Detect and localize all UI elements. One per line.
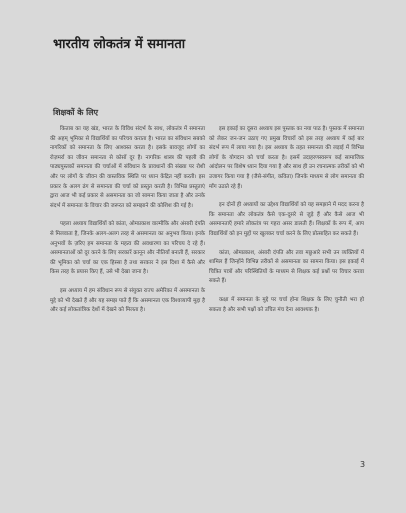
paragraph: कक्षा में समानता के मुद्दे पर चर्चा होना शिक्षक के लिए चुनौती भरा हो सकता है और सभी पक्षों को उचित मंच देना आवश्यक है। [209, 296, 364, 313]
paragraph: इस अध्याय में हम संविधान रूप से संयुक्त राज्य अमेरिका में असमानता के मुद्दे को भी देखते हैं और यह समझ पाते हैं कि असमानता एक विश्वव्यापी मुद्दा है और कई लोकतांत्रिक देशों में देखने को मिलता है। [50, 287, 205, 314]
paragraph: किताब का यह खंड, भारत के विविध संदर्भ के साथ, लोकतंत्र में समानता की अहम् भूमिका से विद्यार्थियों का परिचय कराता है। भारत का संविधान सबको नागरिकों को समानता के लिए आश्वस्त करता है। इसके बावजूद लोगों का रोज़मर्रा का जीवन समानता से कोसों दूर है। नागरिक शास्त्र की पहली की पाठ्यपुस्तकों समानता की चर्चाओं में संविधान के प्रावधानों की संख्या पर रोशी और पर लोगों के जीवन की वास्तविक स्थिति पर ध्यान केंद्रित नहीं करती। इस प्रकार के अलग ढंग से समानता की चर्चा को प्रस्तुत करती है। विभिन्न प्रस्तुताएं द्वारा आज भी कई प्रकार से असमानता का जो सामना किया जाता है और उनके संदर्भ में समानता के विचार की जरूरत को समझाने की कोशिश की गई है। [50, 126, 205, 209]
section-subheading: शिक्षकों के लिए [53, 108, 99, 117]
page-title: भारतीय लोकतंत्र में समानता [53, 37, 186, 52]
left-column [50, 125, 205, 325]
right-column [209, 125, 364, 324]
paragraph: पहला अध्याय विद्यार्थियों को कांता, ओमप्रकाश वाल्मीकि और अंसारी दंपति से मिलवाता है, जिनके अलग-अलग तरह से असमानता का अनुभव किया। इनके अनुभवों के ज़रिए हम समानता के महत्व की अवधारणा का परिचय दे रहे हैं। असमानताओं को दूर करने के लिए सरकारें क़ानून और नीतियाँ बनाती हैं, सरकार की भूमिका को चर्चा का एक हिस्सा है तथा सरकार ने इस दिशा में कैसे और किस तरह के प्रयास किए हैं, उसे भी देखा जाना है। [50, 221, 205, 276]
paragraph: इस इकाई का दूसरा अध्याय इस पुस्तक का नया पाठ है। पुस्तक में समानता को लेकर जन-जन उठाए गए प्रमुख विचारों को इस तरह अध्याय में कई बार संदर्भ रूप में लाया गया है। इस अध्याय के तहत समानता की लड़ाई में विभिन्न लोगों के योगदान को चर्चा करता है। इसमें उदाहरणस्वरूप कई सामाजिक आंदोलन पर विशेष ध्यान दिया गया है और साथ ही उन रचनात्मक तरीकों को भी उजागर किया गया है (जैसे-संगीत, कविता) जिनके माध्यम से लोग समानता की माँग उठाते रहे हैं। [209, 126, 364, 190]
paragraph: इन दोनों ही अध्यायों का उद्देश्य विद्यार्थियों को यह समझाने में मदद करना है कि समानता और लोकतंत्र कैसे एक-दूसरे से जुड़े हैं और कैसे आज भी असमानताएँ हमारे लोकतंत्र पर गहरा असर डालती हैं। शिक्षकों के रूप में, आप विद्यार्थियों को इन मुद्दों पर खुलकर चर्चा करने के लिए प्रोत्साहित कर सकते हैं। [209, 202, 364, 237]
paragraph: कांता, ओमप्रकाश, अंसारी दंपति और तवा मछुआरे सभी उन व्यक्तियों में शामिल हैं जिन्होंने विभिन्न तरीकों से असमानता का सामना किया। इस इकाई में चित्रित पात्रों और परिस्थितियों के माध्यम से शिक्षक कई प्रश्नों पर विचार करवा सकते हैं। [209, 249, 364, 285]
page-number: 3 [360, 460, 366, 469]
